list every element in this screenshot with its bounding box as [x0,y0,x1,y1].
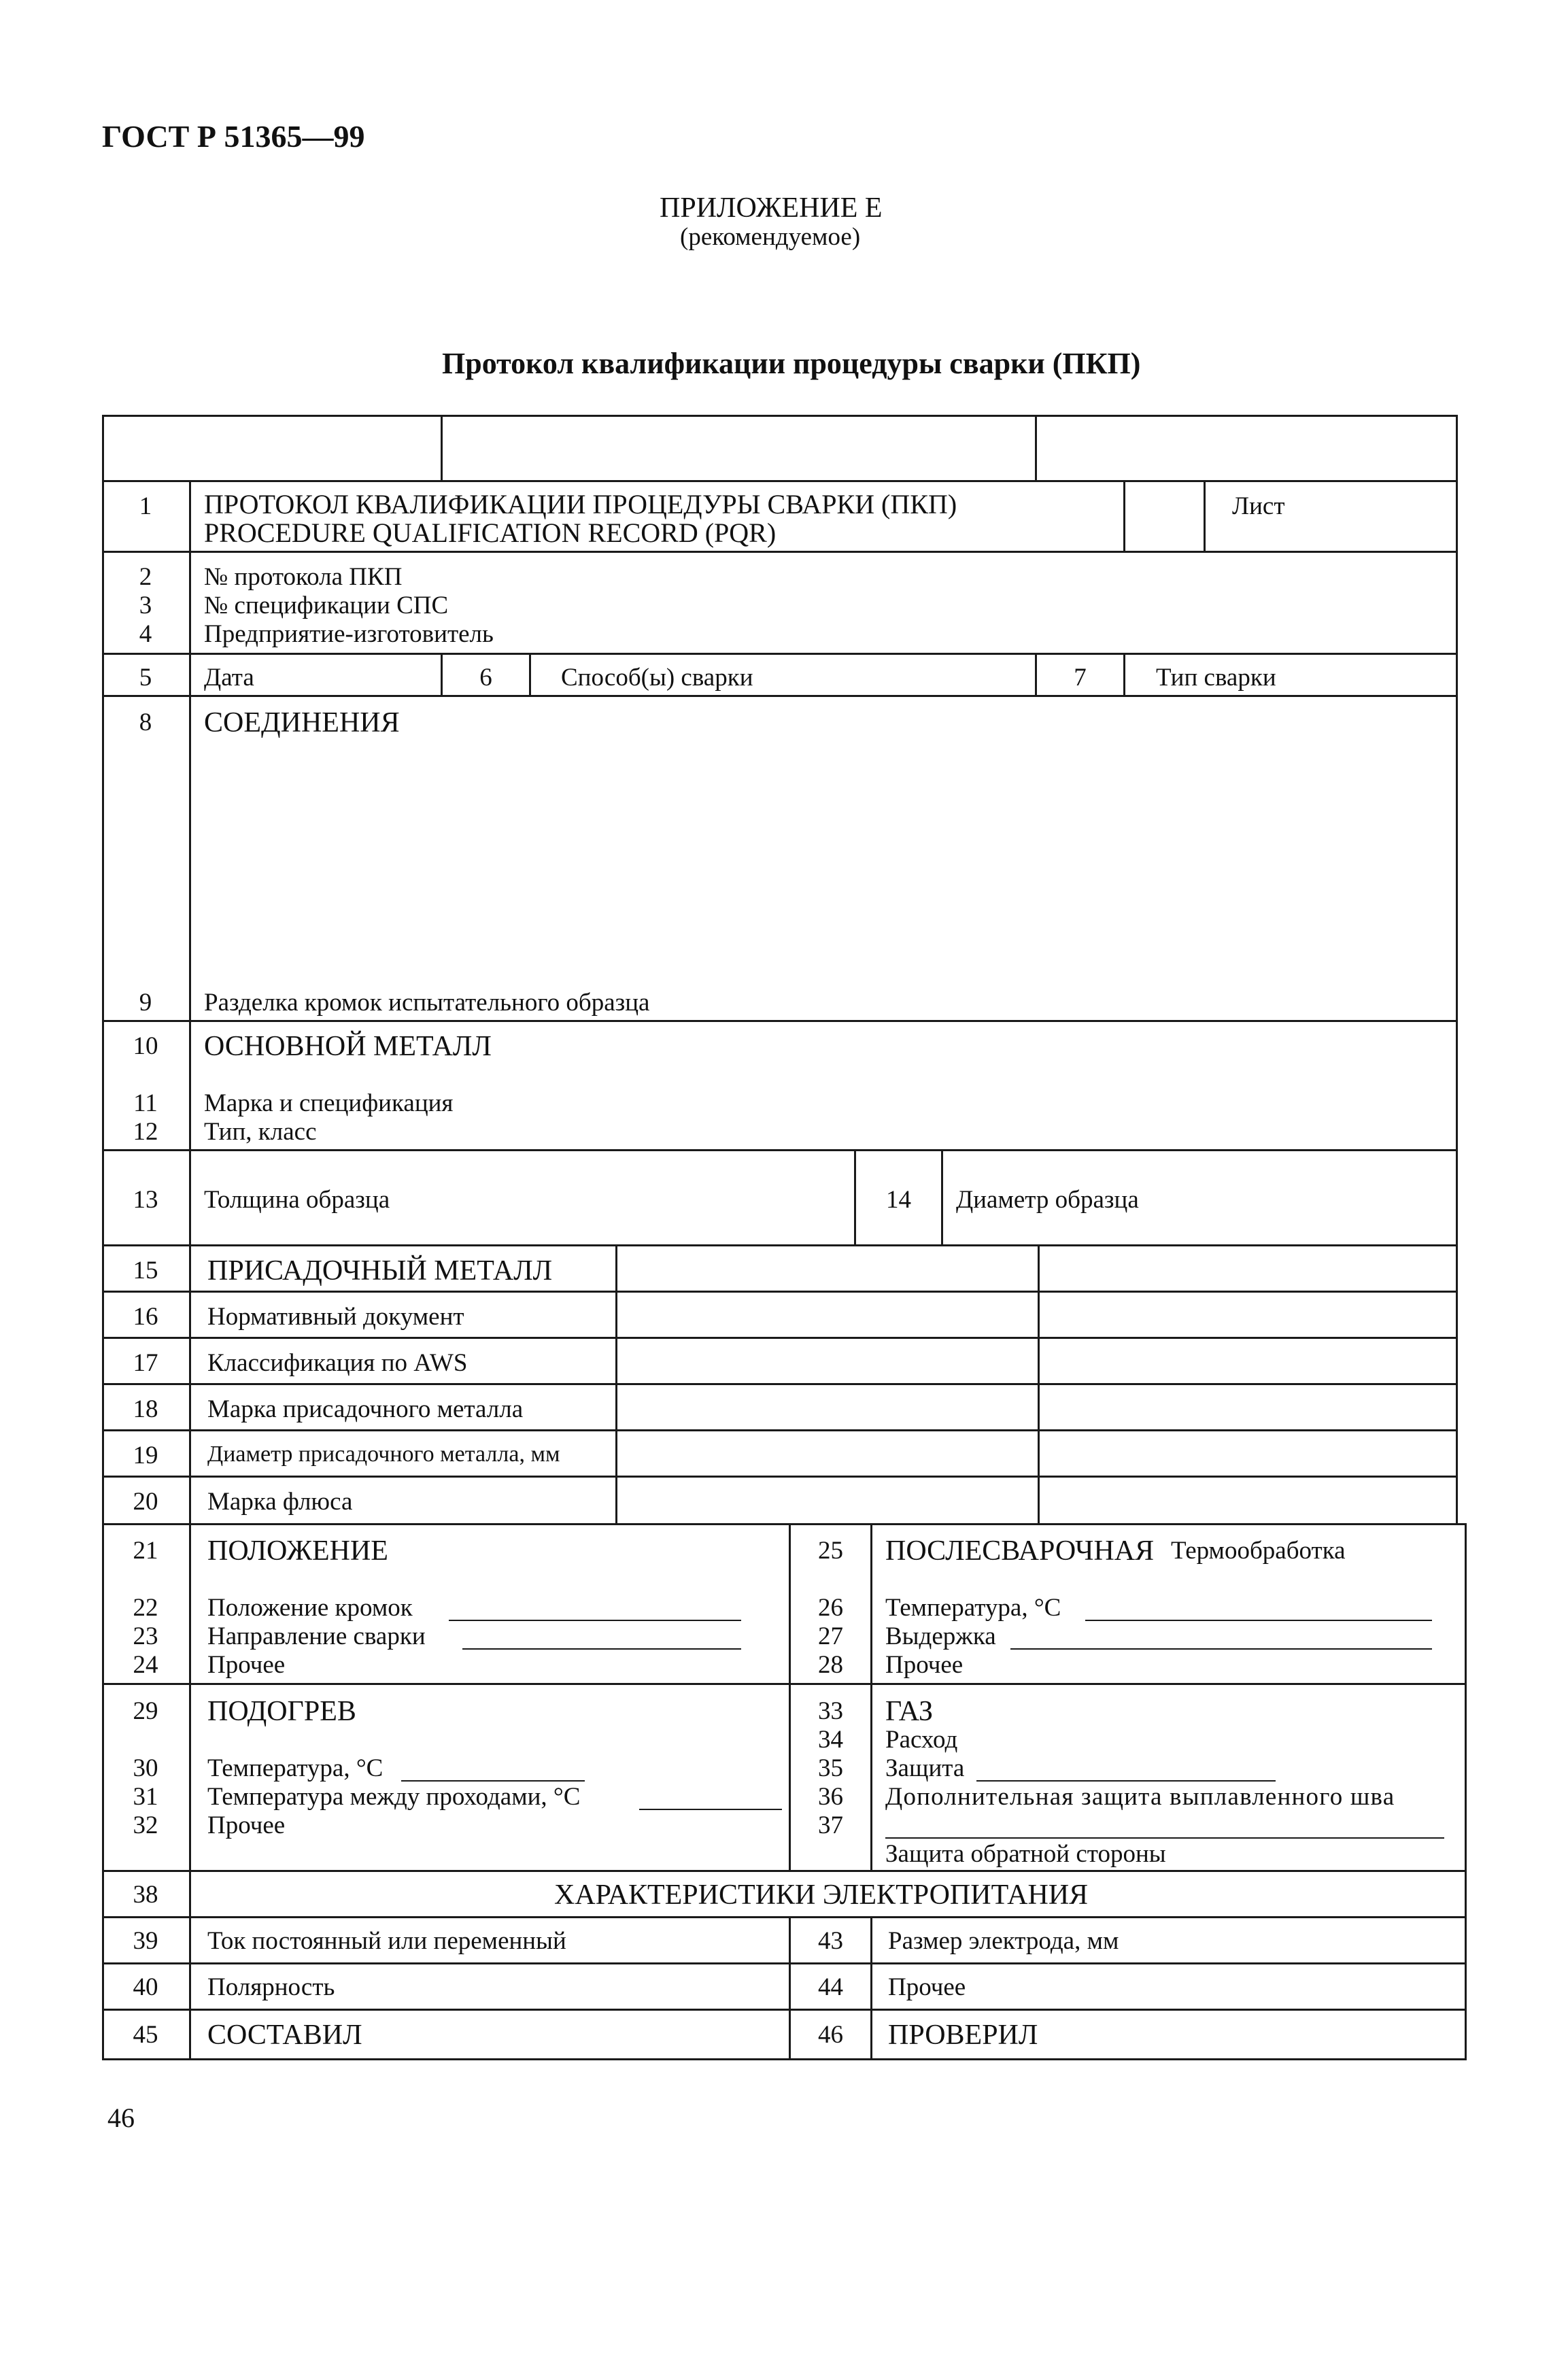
row-43-label: Размер электрода, мм [888,1927,1119,1955]
row-1-title-en: PROCEDURE QUALIFICATION RECORD (PQR) [204,517,777,548]
row-22-underline [449,1620,741,1621]
row-7-label: Тип сварки [1156,664,1276,692]
row-20-number: 20 [133,1488,158,1516]
row-32-label: Прочее [207,1811,286,1839]
row-38-label: ХАРАКТЕРИСТИКИ ЭЛЕКТРОПИТАНИЯ [554,1879,1089,1911]
row-37-blank-line [885,1837,1444,1839]
appendix-subtitle: (рекомендуемое) [680,223,861,251]
row-28-label: Прочее [885,1651,964,1679]
row-1-number: 1 [139,492,152,520]
row-1-title-ru: ПРОТОКОЛ КВАЛИФИКАЦИИ ПРОЦЕДУРЫ СВАРКИ (ПКП) [204,489,957,520]
row-36-number: 36 [818,1783,843,1811]
v-head-2 [1035,415,1037,481]
row-40-number: 40 [133,1973,158,2001]
h-1966 [102,1337,1458,1339]
row-2-label: № протокола ПКП [204,563,403,591]
row-7-number: 7 [1074,664,1087,692]
h-2034 [102,1383,1458,1385]
row-27-label: Выдержка [885,1622,996,1650]
row-4-label: Предприятие-изготовитель [204,620,494,648]
v-head-1 [441,415,443,481]
row-34-label: Расход [885,1726,958,1754]
row-31-label: Температура между проходами, °С [207,1783,581,1811]
row-20-label: Марка флюса [207,1488,353,1516]
row-29-label: ПОДОГРЕВ [207,1696,356,1727]
h-1690 [102,1149,1458,1151]
border-right-top [1456,415,1458,1374]
appendix-title: ПРИЛОЖЕНИЕ Е [660,192,883,224]
row-22-number: 22 [133,1594,158,1622]
row-46-number: 46 [818,2021,843,2049]
v-number-col [189,480,191,2060]
row-33-label: ГАЗ [885,1696,934,1727]
row-11-number: 11 [133,1089,158,1117]
row-14-number: 14 [886,1186,911,1214]
row-43-number: 43 [818,1927,843,1955]
row-45-label: СОСТАВИЛ [207,2020,362,2051]
h-2240 [102,1523,1467,1525]
row-8-number: 8 [139,709,152,736]
row-38-number: 38 [133,1881,158,1909]
v-r13-b [941,1149,943,1246]
row-8-label: СОЕДИНЕНИЯ [204,707,400,738]
row-6-label: Способ(ы) сварки [561,664,753,692]
row-25-number: 25 [818,1537,843,1565]
row-26-number: 26 [818,1594,843,1622]
standard-code: ГОСТ Р 51365—99 [102,119,365,154]
row-30-underline [401,1780,585,1782]
row-9-label: Разделка кромок испытательного образца [204,989,650,1017]
v-bottom-b [870,1916,872,2060]
row-46-label: ПРОВЕРИЛ [888,2020,1038,2051]
row-2-number: 2 [139,563,152,591]
row-35-number: 35 [818,1754,843,1782]
v-r1-a [1123,480,1125,552]
row-10-label: ОСНОВНОЙ МЕТАЛЛ [204,1031,492,1062]
h-2818 [102,1916,1467,1918]
h-bottom [102,2058,1467,2060]
row-35-underline [976,1780,1276,1782]
row-5-number: 5 [139,664,152,692]
row-32-number: 32 [133,1811,158,1839]
row-39-label: Ток постоянный или переменный [207,1927,566,1955]
h-1022 [102,695,1458,697]
row-44-number: 44 [818,1973,843,2001]
row-10-number: 10 [133,1032,158,1060]
border-right-mid [1456,1374,1458,1523]
row-30-label: Температура, °С [207,1754,384,1782]
row-39-number: 39 [133,1927,158,1955]
h-2475 [102,1683,1467,1685]
document-title: Протокол квалификации процедуры сварки (ПКП) [442,347,1141,380]
row-27-underline [1010,1648,1432,1650]
v-r5-b [529,653,531,696]
v-lower-b [870,1523,872,1870]
row-29-number: 29 [133,1697,158,1725]
h-1830 [102,1244,1458,1246]
h-706 [102,480,1458,482]
row-12-number: 12 [133,1118,158,1146]
h-2886 [102,1962,1467,1964]
row-13-label: Толщина образца [204,1186,390,1214]
row-30-number: 30 [133,1754,158,1782]
h-960 [102,653,1458,655]
row-28-number: 28 [818,1651,843,1679]
row-13-number: 13 [133,1186,158,1214]
row-16-label: Нормативный документ [207,1303,464,1331]
row-44-label: Прочее [888,1973,966,2001]
row-15-label: ПРИСАДОЧНЫЙ МЕТАЛЛ [207,1255,553,1287]
row-35-label: Защита [885,1754,965,1782]
row-5-label: Дата [204,664,254,692]
row-27-number: 27 [818,1622,843,1650]
row-11-label: Марка и спецификация [204,1089,454,1117]
row-9-number: 9 [139,989,152,1017]
row-33-number: 33 [818,1697,843,1725]
row-31-number: 31 [133,1783,158,1811]
row-23-label: Направление сварки [207,1622,426,1650]
row-45-number: 45 [133,2021,158,2049]
v-filler-a [615,1244,617,1525]
row-23-number: 23 [133,1622,158,1650]
row-21-number: 21 [133,1537,158,1565]
v-r5-d [1123,653,1125,696]
row-3-number: 3 [139,592,152,619]
row-17-number: 17 [133,1349,158,1377]
row-34-number: 34 [818,1726,843,1754]
h-1500 [102,1020,1458,1022]
row-16-number: 16 [133,1303,158,1331]
page-number: 46 [107,2102,135,2133]
row-25-label2: Термообработка [1171,1537,1346,1565]
h-top [102,415,1458,417]
row-22-label: Положение кромок [207,1594,413,1622]
row-19-number: 19 [133,1442,158,1469]
row-14-label: Диаметр образца [956,1186,1139,1214]
row-24-number: 24 [133,1651,158,1679]
row-26-underline [1085,1620,1432,1621]
row-37-number: 37 [818,1811,843,1839]
row-24-label: Прочее [207,1651,286,1679]
row-15-number: 15 [133,1257,158,1284]
row-18-number: 18 [133,1395,158,1423]
row-31-underline [639,1809,782,1810]
row-17-label: Классификация по AWS [207,1349,468,1377]
row-26-label: Температура, °С [885,1594,1061,1622]
row-19-label: Диаметр присадочного металла, мм [207,1442,560,1467]
h-1898 [102,1291,1458,1293]
h-2102 [102,1429,1458,1431]
row-37-label: Защита обратной стороны [885,1840,1166,1868]
v-r1-b [1204,480,1206,552]
h-2170 [102,1476,1458,1478]
row-21-label: ПОЛОЖЕНИЕ [207,1535,388,1567]
row-40-label: Полярность [207,1973,335,2001]
row-4-number: 4 [139,620,152,648]
row-3-label: № спецификации СПС [204,592,449,619]
row-18-label: Марка присадочного металла [207,1395,524,1423]
row-6-number: 6 [479,664,492,692]
row-25-label: ПОСЛЕСВАРОЧНАЯ [885,1535,1155,1567]
border-right-bottom [1465,1523,1467,2060]
h-2750 [102,1870,1467,1872]
h-2954 [102,2009,1467,2011]
h-810 [102,551,1458,553]
row-23-underline [462,1648,741,1650]
row-12-label: Тип, класс [204,1118,317,1146]
row-36-label: Дополнительная защита выплавленного шва [885,1783,1395,1811]
sheet-label: Лист [1232,492,1285,520]
v-filler-b [1038,1244,1040,1525]
